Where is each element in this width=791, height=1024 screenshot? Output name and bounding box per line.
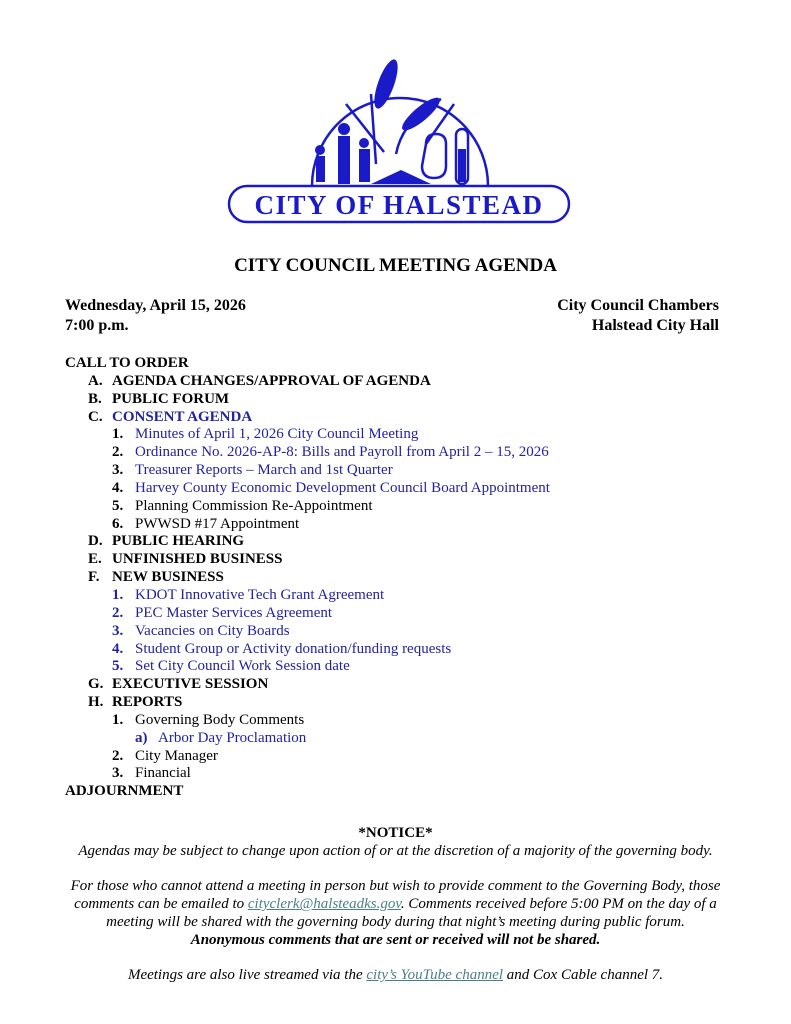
notice-heading: *NOTICE*	[358, 825, 433, 841]
agenda-item-marker: 2.	[112, 747, 124, 764]
agenda-item-marker: E.	[88, 551, 102, 568]
agenda-item-marker: A.	[88, 372, 103, 389]
notice-change-text: Agendas may be subject to change upon action of or at the discretion of a majority of the governing body.	[78, 842, 713, 859]
agenda-item-marker: 2.	[112, 444, 124, 461]
logo-text: CITY OF HALSTEAD	[254, 190, 544, 220]
agenda-item-marker: D.	[88, 533, 103, 550]
agenda-item-text: CALL TO ORDER	[65, 355, 189, 371]
notice-section	[0, 825, 791, 985]
agenda-item-text: PUBLIC HEARING	[112, 533, 245, 550]
agenda-item-text: PEC Master Services Agreement	[135, 604, 333, 621]
meeting-datetime	[65, 296, 246, 336]
agenda-item-marker: 5.	[112, 658, 124, 675]
agenda-item-text: EXECUTIVE SESSION	[112, 676, 269, 693]
agenda-item-marker: a)	[135, 729, 148, 746]
anonymous-notice: Anonymous comments that are sent or received will not be shared.	[190, 931, 601, 948]
agenda-item-text: Vacancies on City Boards	[135, 622, 290, 639]
agenda-item-text: PUBLIC FORUM	[112, 390, 230, 407]
agenda-item-text: CONSENT AGENDA	[112, 408, 253, 425]
agenda-item-text: ADJOURNMENT	[65, 783, 184, 800]
agenda-item-text: Harvey County Economic Development Council Board Appointment	[135, 479, 550, 496]
agenda-item-text: Governing Body Comments	[135, 711, 305, 728]
agenda-item-text: REPORTS	[112, 694, 183, 711]
meeting-location	[557, 296, 719, 336]
agenda-item-text: Planning Commission Re-Appointment	[135, 497, 373, 514]
agenda-item-marker: 3.	[112, 622, 124, 639]
agenda-item-text: Set City Council Work Session date	[135, 658, 350, 675]
agenda-item-marker: C.	[88, 408, 103, 425]
agenda-item-marker: 4.	[112, 640, 124, 657]
agenda-item-marker: 5.	[112, 497, 124, 514]
agenda-item-text: NEW BUSINESS	[112, 569, 224, 586]
meeting-time: 7:00 p.m.	[65, 317, 129, 334]
agenda-item-text: UNFINISHED BUSINESS	[112, 551, 283, 568]
agenda-item-text: Ordinance No. 2026-AP-8: Bills and Payroll from April 2 – 15, 2026	[135, 444, 549, 461]
agenda-item-marker: 1.	[112, 586, 124, 603]
agenda-item-text: City Manager	[135, 747, 218, 764]
agenda-item-text: Student Group or Activity donation/funding requests	[135, 640, 452, 657]
agenda-item-marker: H.	[88, 694, 104, 711]
stream-text: Meetings are also live streamed via the	[127, 967, 367, 984]
agenda-item-text: PWWSD #17 Appointment	[135, 515, 300, 532]
agenda-item-text: AGENDA CHANGES/APPROVAL OF AGENDA	[112, 372, 431, 389]
email-link[interactable]: cityclerk@halsteadks.gov	[247, 896, 401, 913]
agenda-item-marker: 1.	[112, 711, 124, 728]
agenda-item-text: Financial	[135, 765, 191, 782]
comment-text: For those who cannot attend a meeting in person but wish to provide comment to the Governing Body, those comments can be emailed to	[70, 878, 721, 913]
meeting-building: Halstead City Hall	[591, 317, 719, 334]
agenda-item-marker: B.	[88, 390, 102, 407]
stream-text-2: and Cox Cable channel 7.	[503, 967, 664, 984]
agenda-item-text: Arbor Day Proclamation	[158, 729, 307, 746]
notice-comment-paragraph	[0, 878, 791, 931]
agenda-item-marker: G.	[88, 676, 104, 693]
stream-notice	[0, 967, 791, 985]
youtube-link[interactable]: city’s YouTube channel	[366, 967, 504, 984]
agenda-item-text: KDOT Innovative Tech Grant Agreement	[135, 586, 385, 603]
agenda-item-marker: 3.	[112, 765, 124, 782]
agenda-item-marker: 1.	[112, 426, 124, 443]
page-title: CITY COUNCIL MEETING AGENDA	[234, 255, 557, 276]
agenda-item-marker: 6.	[112, 515, 124, 532]
agenda-item-marker: 4.	[112, 479, 124, 496]
agenda-item-text: Treasurer Reports – March and 1st Quarter	[135, 462, 393, 479]
agenda-item-marker: 3.	[112, 462, 124, 479]
agenda-item-marker: 2.	[112, 604, 124, 621]
city-of-halstead-logo	[226, 44, 572, 226]
meeting-room: City Council Chambers	[557, 297, 719, 314]
agenda-item-text: Minutes of April 1, 2026 City Council Meeting	[135, 426, 419, 443]
agenda-item-marker: F.	[88, 569, 100, 586]
comment-text-2: . Comments received before 5:00 PM on the day of a meeting will be shared with the governing body during that night’s meeting during public forum.	[106, 896, 717, 930]
meeting-date: Wednesday, April 15, 2026	[65, 297, 246, 314]
